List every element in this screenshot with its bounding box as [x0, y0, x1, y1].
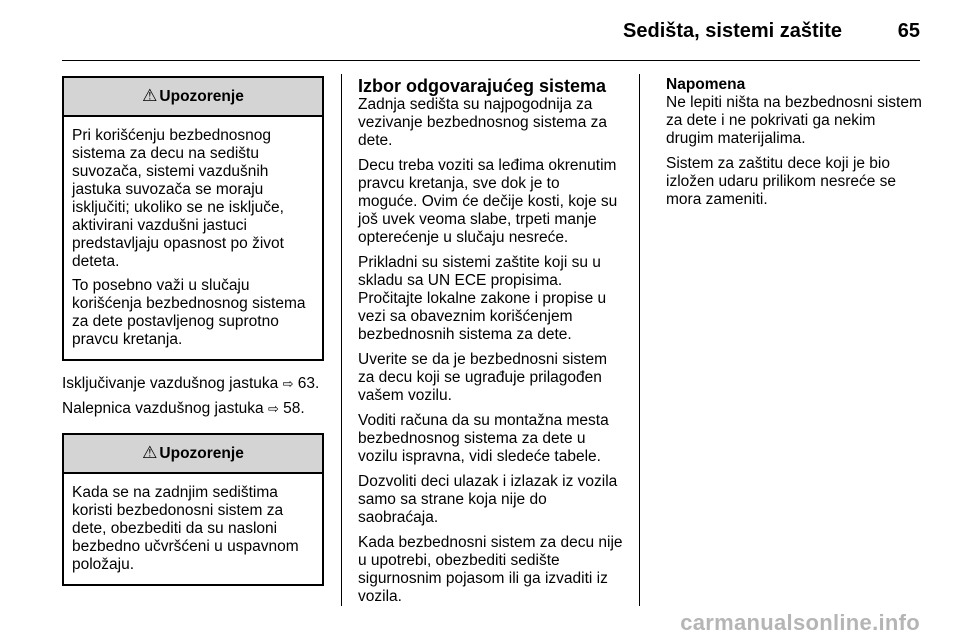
body-paragraph: Voditi računa da su montažna mesta bezbednosnog sistema za dete u vozilu ispravna, vidi sledeće tabele.	[358, 412, 609, 465]
warning-box-body	[64, 117, 322, 359]
column-right	[666, 76, 926, 216]
column-left	[62, 76, 324, 600]
note-title: Napomena	[666, 76, 746, 93]
note-paragraph: Sistem za zaštitu dece koji je bio izložen udaru prilikom nesreće se mora zameniti.	[666, 155, 897, 208]
warning-box-header	[64, 78, 322, 117]
warning-heading: Upozorenje	[159, 88, 244, 105]
body-paragraph: Kada bezbednosni sistem za decu nije u upotrebi, obezbediti sedište sigurnosnim pojasom ili ga izvaditi iz vozila.	[358, 534, 623, 605]
warning-paragraph: Kada se na zadnjim sedištima koristi bezbedonosni sistem za dete, obezbediti da su nasloni bezbedno učvršćeni u uspavnom položaju.	[72, 484, 299, 573]
watermark-text: carmanualsonline.info	[680, 610, 920, 635]
warning-triangle-icon: ⚠	[142, 443, 158, 462]
note-paragraph: Ne lepiti ništa na bezbednosni sistem za dete i ne pokrivati ga nekim drugim materijalima.	[666, 94, 922, 147]
reference-text: Isključivanje vazdušnog jastuka	[62, 375, 279, 392]
warning-heading: Upozorenje	[159, 445, 244, 462]
page-header	[0, 0, 960, 62]
warning-box-rear-seats	[62, 433, 324, 586]
column-middle	[358, 76, 623, 613]
body-paragraph: Dozvoliti deci ulazak i izlazak iz vozila samo sa strane koja nije do saobraćaja.	[358, 473, 618, 526]
column-divider-right	[639, 74, 640, 606]
column-divider-left	[341, 74, 342, 606]
reference-page[interactable]: 63.	[297, 375, 320, 392]
body-paragraph: Uverite se da je bezbednosni sistem za decu koji se ugrađuje prilagođen vašem vozilu.	[358, 351, 607, 404]
page-reference-arrow-icon: ⇨	[282, 376, 294, 391]
warning-box-body	[64, 474, 322, 584]
airbag-label-reference	[62, 400, 324, 418]
warning-triangle-icon: ⚠	[142, 86, 158, 105]
body-paragraph: Decu treba voziti sa leđima okrenutim pravcu kretanja, sve dok je to moguće. Ovim će dečije kosti, koje su još uvek veoma slabe, trpeti manje opterećenje u slučaju nesreće.	[358, 157, 618, 246]
warning-box-header	[64, 435, 322, 474]
body-paragraph: Zadnja sedišta su najpogodnija za vezivanje bezbednosnog sistema za dete.	[358, 96, 608, 149]
reference-text: Nalepnica vazdušnog jastuka	[62, 400, 264, 417]
reference-page[interactable]: 58.	[283, 400, 305, 417]
section-heading: Izbor odgovarajućeg sistema	[358, 76, 607, 96]
page-reference-arrow-icon: ⇨	[267, 401, 279, 416]
page-number: 65	[897, 20, 920, 42]
section-title: Sedišta, sistemi zaštite	[623, 20, 842, 42]
body-paragraph: Prikladni su sistemi zaštite koji su u skladu sa UN ECE propisima. Pročitajte lokalne zakone i propise u vezi sa obaveznim korišćenjem bezbednosnih sistema za dete.	[358, 254, 607, 343]
airbag-deactivation-reference	[62, 375, 324, 393]
warning-box-airbag	[62, 76, 324, 361]
warning-paragraph: To posebno važi u slučaju korišćenja bezbednosnog sistema za dete postavljenog suprotno pravcu kretanja.	[72, 277, 306, 348]
warning-paragraph: Pri korišćenju bezbednosnog sistema za decu na sedištu suvozača, sistemi vazdušnih jastuka suvozača se moraju isključiti; ukoliko se ne isključe, aktivirani vazdušni jastuci predstavljaju opasnost po život deteta.	[72, 127, 284, 270]
header-divider	[62, 60, 920, 61]
